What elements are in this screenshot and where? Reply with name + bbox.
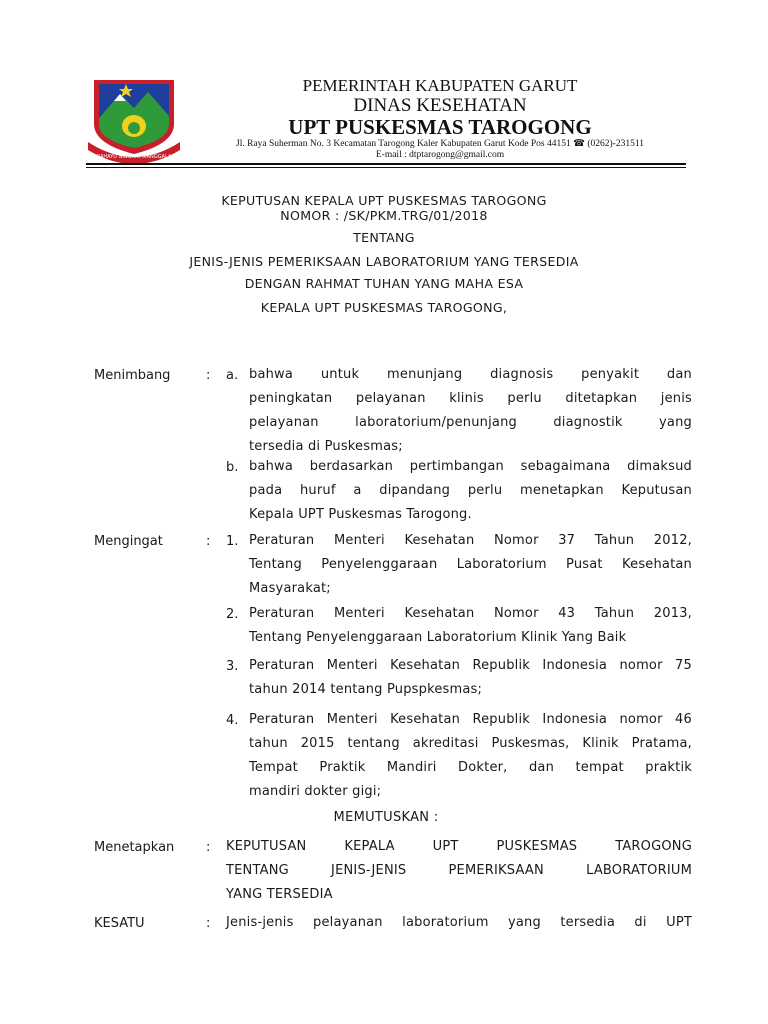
kesatu-text: Jenis-jenis pelayanan laboratorium yang tersedia di UPT xyxy=(226,915,692,930)
svg-text:RAHAYU NINGRAT MANGGALA: RAHAYU NINGRAT MANGGALA xyxy=(96,154,172,160)
menimbang-colon: : xyxy=(206,368,211,383)
unit-name: UPT PUSKESMAS TAROGONG xyxy=(288,115,592,139)
mengingat-3-marker: 3. xyxy=(226,659,239,674)
mengingat-2-text: Peraturan Menteri Kesehatan Nomor 43 Tahun 2013, Tentang Penyelenggaraan Laboratorium Klinik Yang Baik xyxy=(249,606,692,645)
menimbang-a-marker: a. xyxy=(226,368,239,383)
mengingat-colon: : xyxy=(206,534,211,549)
mengingat-4-text: Peraturan Menteri Kesehatan Republik Indonesia nomor 46 tahun 2015 tentang akreditasi Puskesmas, Klinik Pratama, Tempat Praktik Mandiri Dokter, dan tempat praktik mandiri dokter gigi; xyxy=(249,712,692,799)
mengingat-3-text: Peraturan Menteri Kesehatan Republik Indonesia nomor 75 tahun 2014 tentang Pupspkesmas; xyxy=(249,658,692,697)
email-line: E-mail : dtptarogong@gmail.com xyxy=(375,150,505,160)
mengingat-2-marker: 2. xyxy=(226,607,239,622)
mengingat-1-text: Peraturan Menteri Kesehatan Nomor 37 Tahun 2012, Tentang Penyelenggaraan Laboratorium Pusat Kesehatan Masyarakat; xyxy=(249,533,692,596)
garut-crest-icon xyxy=(86,74,182,166)
menimbang-b-marker: b. xyxy=(226,460,239,475)
mengingat-4-marker: 4. xyxy=(226,713,239,728)
kesatu-colon: : xyxy=(206,916,211,931)
opening-formula: DENGAN RAHMAT TUHAN YANG MAHA ESA xyxy=(244,276,524,291)
menetapkan-colon: : xyxy=(206,840,211,855)
header-divider-thin xyxy=(86,167,686,168)
decree-number: NOMOR : /SK/PKM.TRG/01/2018 xyxy=(280,208,488,223)
menimbang-b-text: bahwa berdasarkan pertimbangan sebagaimana dimaksud pada huruf a dipandang perlu menetapkan Keputusan Kepala UPT Puskesmas Tarogong. xyxy=(249,459,692,522)
address-line: Jl. Raya Suherman No. 3 Kecamatan Tarogong Kaler Kabupaten Garut Kode Pos 44151 ☎ (0262)-231511 xyxy=(236,139,644,149)
decree-title: KEPUTUSAN KEPALA UPT PUSKESMAS TAROGONG xyxy=(221,193,547,208)
kesatu-label: KESATU xyxy=(94,916,145,931)
menimbang-label: Menimbang xyxy=(94,368,171,383)
issuer-heading: KEPALA UPT PUSKESMAS TAROGONG, xyxy=(260,300,508,315)
memutuskan-heading: MEMUTUSKAN : xyxy=(333,810,439,825)
menetapkan-text: KEPUTUSAN KEPALA UPT PUSKESMAS TAROGONG TENTANG JENIS-JENIS PEMERIKSAAN LABORATORIUM YANG TERSEDIA xyxy=(226,839,692,902)
government-name: PEMERINTAH KABUPATEN GARUT xyxy=(302,76,578,95)
mengingat-1-marker: 1. xyxy=(226,534,239,549)
menetapkan-label: Menetapkan xyxy=(94,840,175,855)
decree-subject: JENIS-JENIS PEMERIKSAAN LABORATORIUM YANG TERSEDIA xyxy=(189,254,579,269)
menimbang-a-text: bahwa untuk menunjang diagnosis penyakit dan peningkatan pelayanan klinis perlu ditetapkan jenis pelayanan laboratorium/penunjang diagnostik yang tersedia di Puskesmas; xyxy=(249,367,692,454)
mengingat-label: Mengingat xyxy=(94,534,163,549)
department-name: DINAS KESEHATAN xyxy=(353,95,527,116)
regency-logo xyxy=(86,74,182,166)
header-divider-thick xyxy=(86,163,686,165)
tentang-heading: TENTANG xyxy=(353,230,415,245)
